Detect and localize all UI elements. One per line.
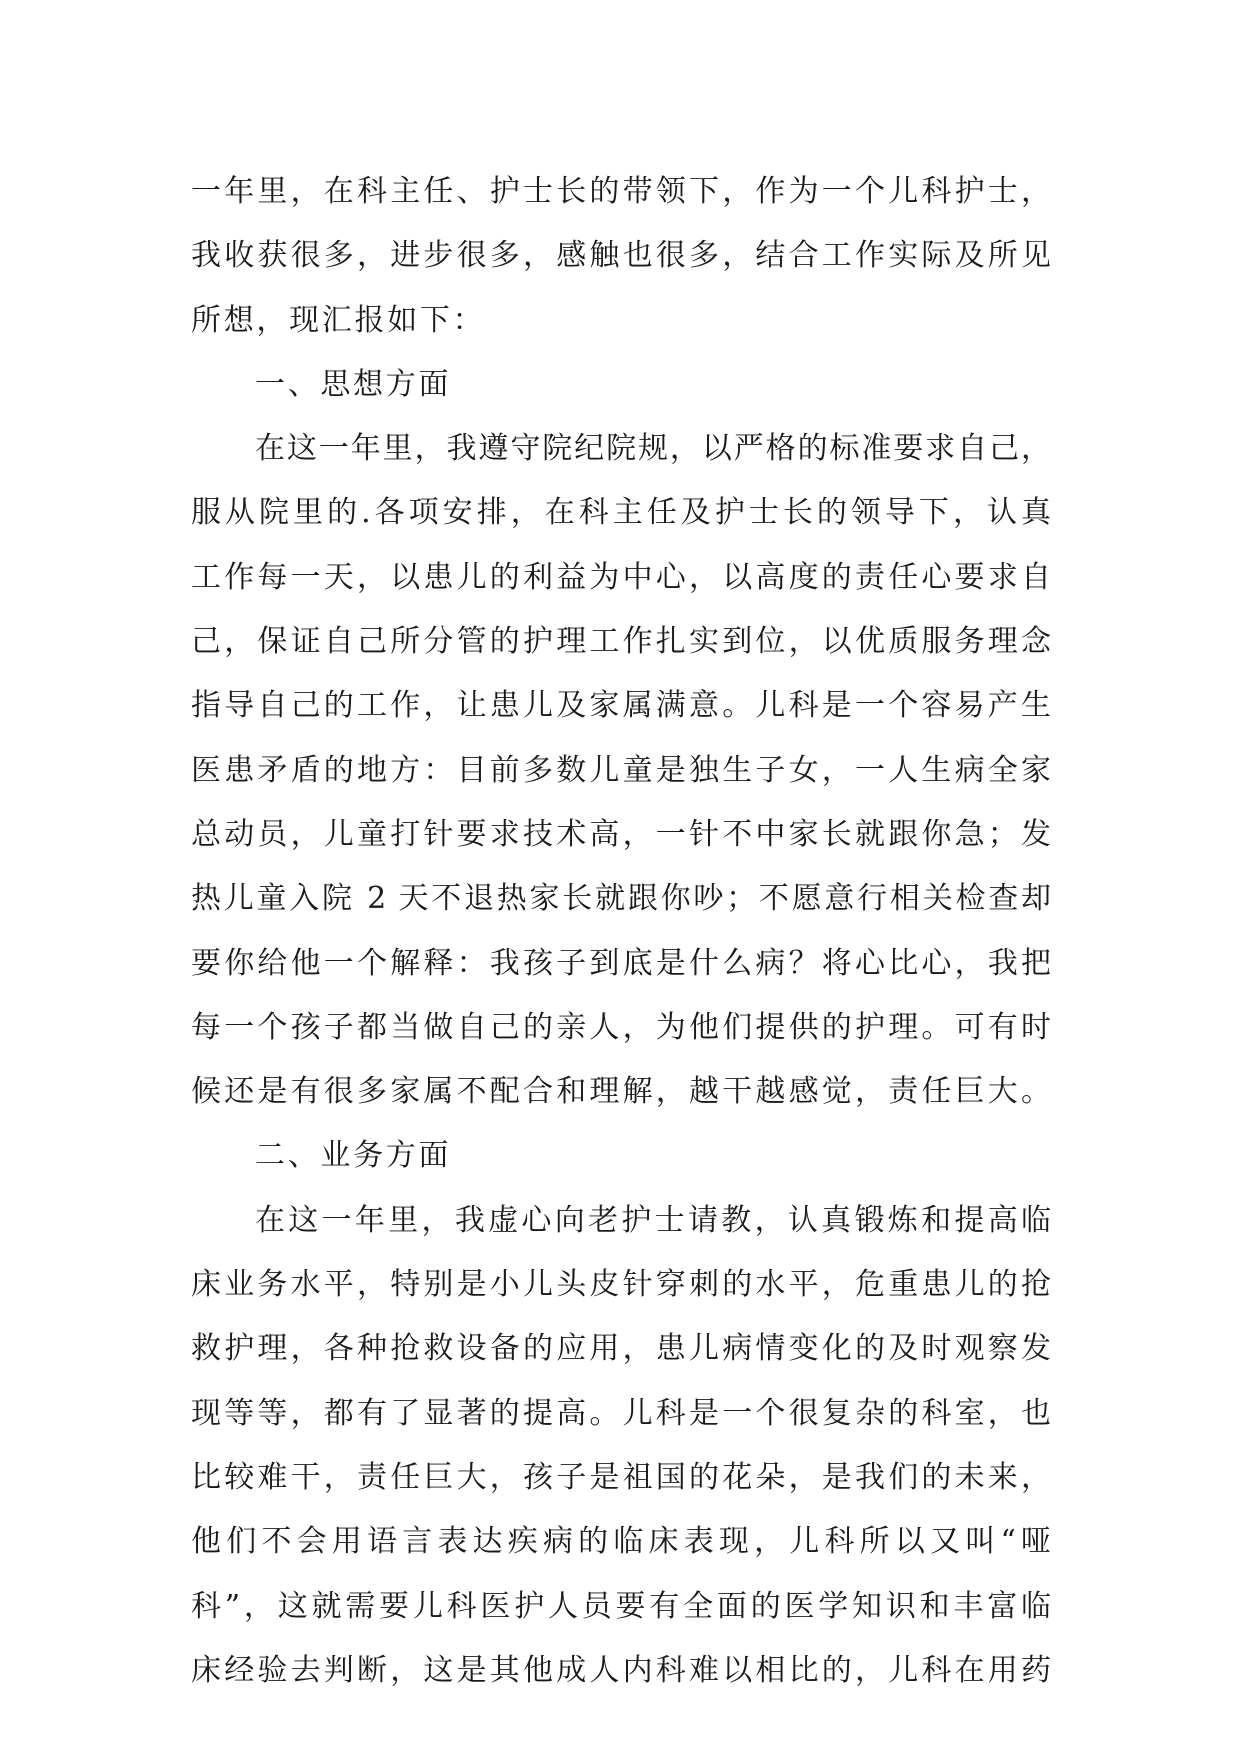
text-line: 己，保证自己所分管的护理工作扎实到位，以优质服务理念 xyxy=(191,624,1051,660)
text-line: 床经验去判断，这是其他成人内科难以相比的，儿科在用药 xyxy=(191,1652,1051,1688)
paragraph-first-line: 在这一年里，我虚心向老护士请教，认真锻炼和提高临 xyxy=(255,1202,1051,1238)
text-line: 床业务水平，特别是小儿头皮针穿刺的水平，危重患儿的抢 xyxy=(191,1267,1051,1303)
text-line: 一年里，在科主任、护士长的带领下，作为一个儿科护士， xyxy=(191,174,1051,209)
text-line: 所想，现汇报如下： xyxy=(191,302,486,338)
text-line: 医患矛盾的地方：目前多数儿童是独生子女，一人生病全家 xyxy=(191,752,1051,788)
text-line: 每一个孩子都当做自己的亲人，为他们提供的护理。可有时 xyxy=(191,1009,1051,1045)
text-line: 工作每一天，以患儿的利益为中心，以高度的责任心要求自 xyxy=(191,559,1051,595)
text-line: 我收获很多，进步很多，感触也很多，结合工作实际及所见 xyxy=(191,238,1051,274)
paragraph-first-line: 在这一年里，我遵守院纪院规，以严格的标准要求自己， xyxy=(255,431,1051,467)
text-line: 要你给他一个解释：我孩子到底是什么病？将心比心，我把 xyxy=(191,945,1051,981)
text-line: 候还是有很多家属不配合和理解，越干越感觉，责任巨大。 xyxy=(191,1074,1051,1110)
text-line: 科”，这就需要儿科医护人员要有全面的医学知识和丰富临 xyxy=(191,1588,1051,1624)
text-line: 指导自己的工作，让患儿及家属满意。儿科是一个容易产生 xyxy=(191,688,1051,724)
paragraph-first-line: 一、思想方面 xyxy=(255,366,452,402)
text-line: 救护理，各种抢救设备的应用，患儿病情变化的及时观察发 xyxy=(191,1331,1051,1367)
document-body xyxy=(191,160,1051,1703)
text-line: 服从院里的.各项安排，在科主任及护士长的领导下，认真 xyxy=(191,495,1051,531)
text-line: 他们不会用语言表达疾病的临床表现，儿科所以又叫“哑 xyxy=(191,1524,1051,1560)
paragraph-first-line: 二、业务方面 xyxy=(255,1138,452,1174)
text-line: 热儿童入院 2 天不退热家长就跟你吵；不愿意行相关检查却 xyxy=(191,881,1051,917)
text-line: 总动员，儿童打针要求技术高，一针不中家长就跟你急；发 xyxy=(191,816,1051,852)
text-line: 比较难干，责任巨大，孩子是祖国的花朵，是我们的未来， xyxy=(191,1459,1051,1495)
text-line: 现等等，都有了显著的提高。儿科是一个很复杂的科室，也 xyxy=(191,1395,1051,1431)
